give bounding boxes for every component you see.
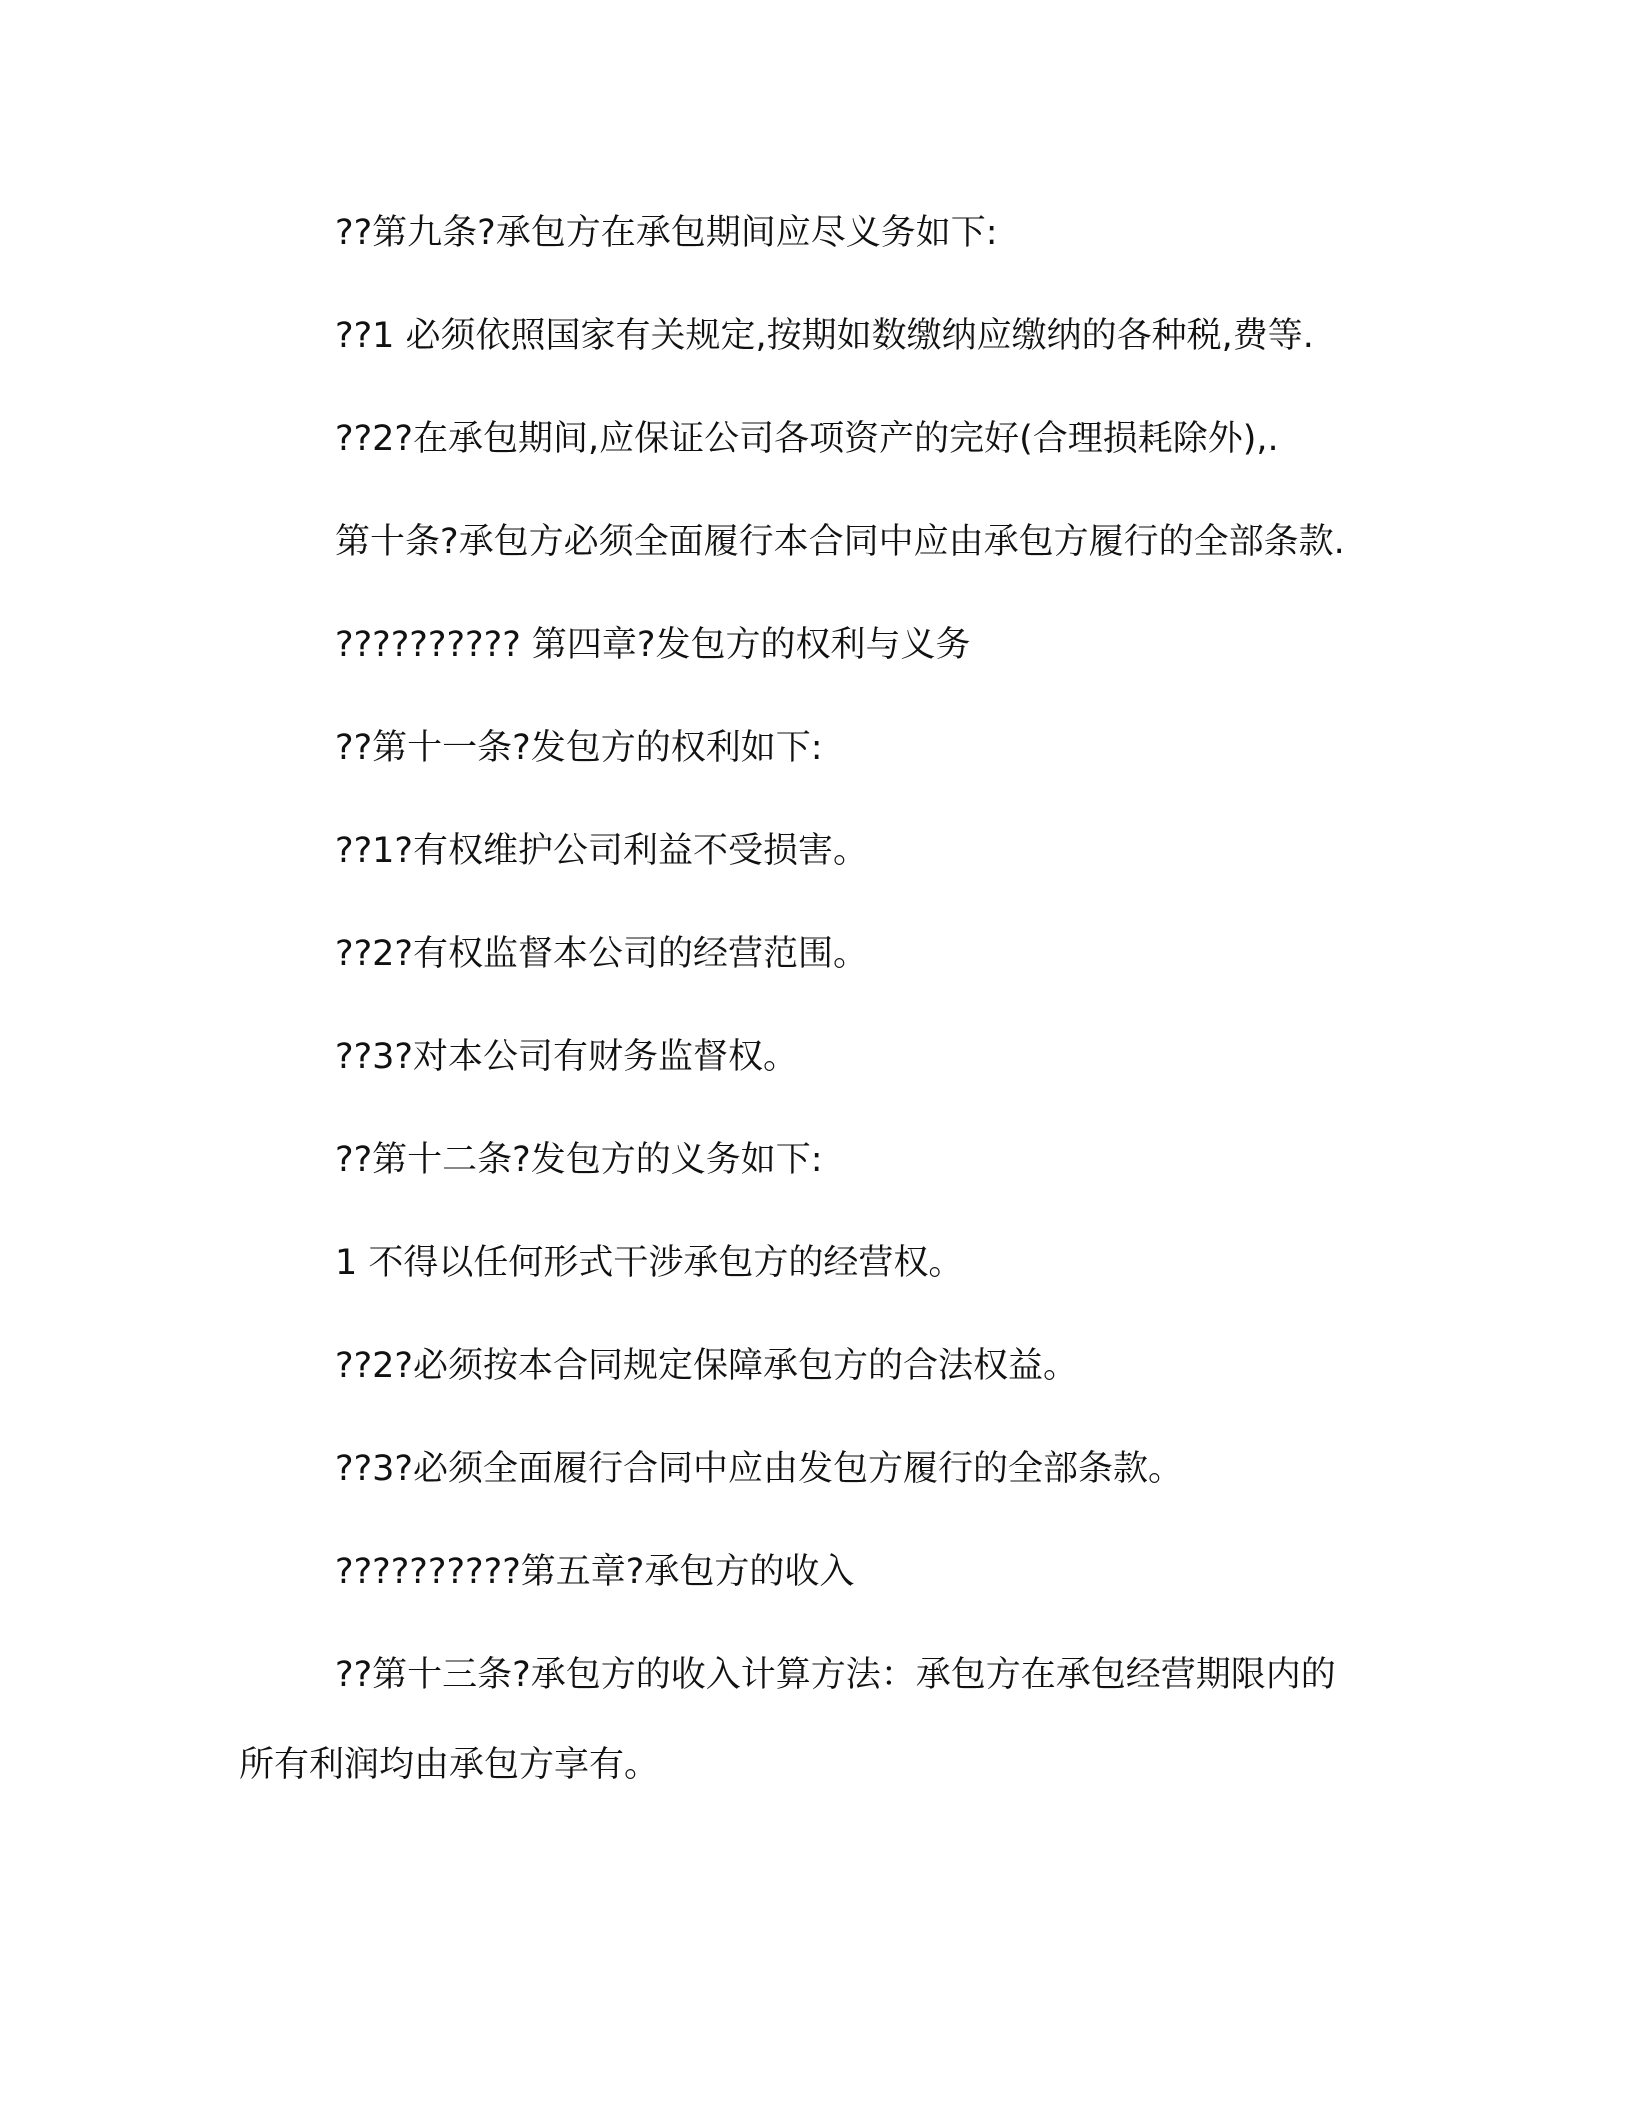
paragraph-article-9: ??第九条?承包方在承包期间应尽义务如下:: [335, 213, 998, 253]
paragraph-article-11-item-3: ??3?对本公司有财务监督权。: [335, 1037, 798, 1077]
paragraph-article-13: ??第十三条?承包方的收入计算方法：承包方在承包经营期限内的所有利润均由承包方享有。: [239, 1655, 1336, 1785]
document-body: [239, 188, 1357, 1823]
paragraph-article-12-item-2: ??2?必须按本合同规定保障承包方的合法权益。: [335, 1346, 1078, 1386]
paragraph-article-12-item-3: ??3?必须全面履行合同中应由发包方履行的全部条款。: [335, 1449, 1184, 1489]
paragraph-article-11: ??第十一条?发包方的权利如下:: [335, 728, 823, 768]
chapter-5-heading: ??????????第五章?承包方的收入: [335, 1552, 855, 1592]
chapter-4-heading: ?????????? 第四章?发包方的权利与义务: [335, 625, 971, 665]
paragraph-article-9-item-2: ??2?在承包期间,应保证公司各项资产的完好(合理损耗除外),.: [335, 419, 1279, 459]
paragraph-article-11-item-2: ??2?有权监督本公司的经营范围。: [335, 934, 868, 974]
paragraph-article-10: 第十条?承包方必须全面履行本合同中应由承包方履行的全部条款.: [335, 522, 1345, 562]
paragraph-article-12: ??第十二条?发包方的义务如下:: [335, 1140, 823, 1180]
paragraph-article-9-item-1: ??1 必须依照国家有关规定,按期如数缴纳应缴纳的各种税,费等.: [335, 316, 1314, 356]
paragraph-article-12-item-1: 1 不得以任何形式干涉承包方的经营权。: [335, 1243, 964, 1283]
paragraph-article-11-item-1: ??1?有权维护公司利益不受损害。: [335, 831, 868, 871]
